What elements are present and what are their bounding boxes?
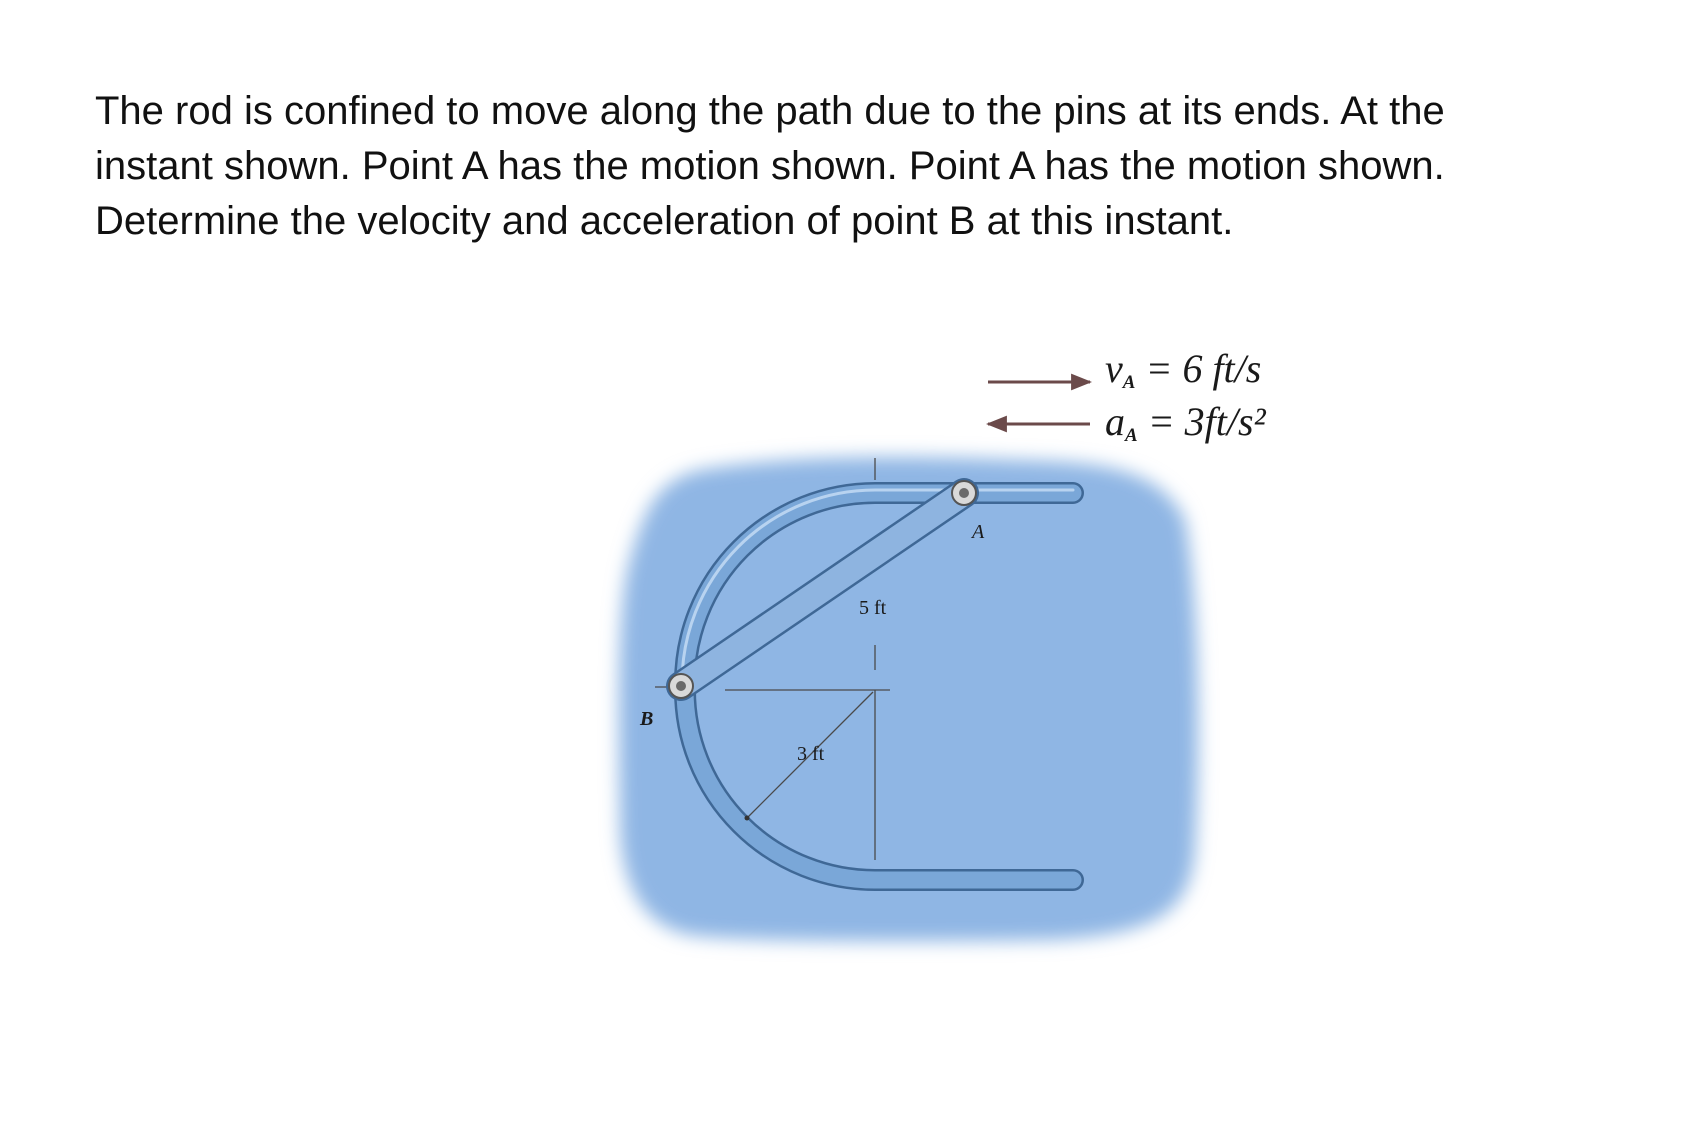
point-a-label: A xyxy=(972,521,985,543)
velocity-subscript: A xyxy=(1122,372,1136,393)
acceleration-value: = 3ft/s² xyxy=(1147,399,1266,444)
velocity-symbol: v xyxy=(1105,346,1123,391)
pin-b xyxy=(669,674,693,698)
velocity-label xyxy=(1105,346,1261,393)
rod-length-label: 5 ft xyxy=(859,597,887,619)
problem-line-1: The rod is confined to move along the path due to the pins at its ends. At the xyxy=(95,89,1445,133)
acceleration-subscript: A xyxy=(1125,425,1138,446)
velocity-value: = 6 ft/s xyxy=(1145,346,1262,391)
point-b-label: B xyxy=(640,708,654,730)
radius-label: 3 ft xyxy=(797,743,825,765)
pin-a xyxy=(952,481,976,505)
acceleration-symbol: a xyxy=(1105,399,1125,444)
acceleration-label xyxy=(1105,399,1267,446)
problem-line-2: instant shown. Point A has the motion shown. Point A has the motion shown. xyxy=(95,144,1445,188)
problem-line-3: Determine the velocity and acceleration of point B at this instant. xyxy=(95,199,1234,243)
radius-end-dot xyxy=(745,816,750,821)
